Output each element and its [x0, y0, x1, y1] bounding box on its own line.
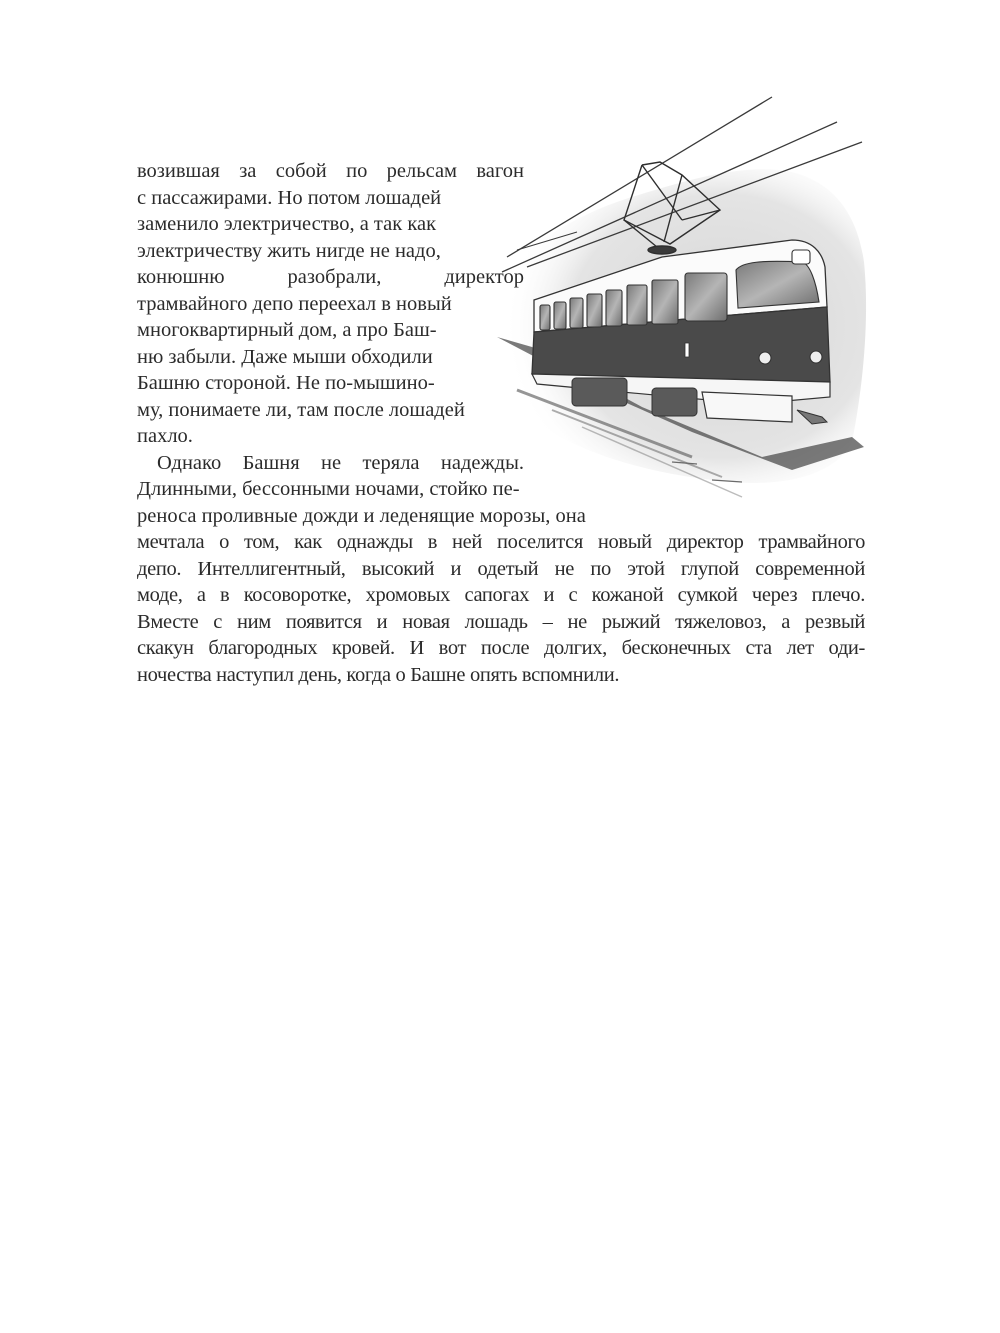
text-line: трамвайного депо переехал в новый — [137, 292, 452, 315]
body-text — [137, 158, 865, 688]
text-line: Однако Башня не теряла надежды. — [157, 451, 524, 474]
text-line: возившая за собой по рельсам вагон — [137, 160, 524, 182]
text-line: Длинными, бессонными ночами, стойко пе- — [137, 478, 520, 500]
text-line: заменило электричество, а так как — [137, 213, 437, 235]
text-line: с пассажирами. Но потом лошадей — [137, 186, 442, 209]
text-line: электричеству жить нигде не надо, — [137, 239, 441, 262]
text-line: Башню стороной. Не по-мышино- — [137, 372, 435, 394]
text-line: ню забыли. Даже мыши обходили — [137, 345, 433, 368]
text-line: Вместе с ним появится и новая лошадь – не рыжий тяжеловоз, а резвый — [137, 610, 865, 633]
text-line: пахло. — [137, 425, 193, 447]
text-line: скакун благородных кровей. И вот после долгих, бесконечных ста лет оди- — [137, 637, 865, 659]
paragraph — [137, 158, 865, 450]
text-line: мечтала о том, как однажды в ней поселится новый директор трамвайного — [137, 531, 865, 553]
text-line: конюшню разобрали, директор — [137, 266, 524, 288]
text-line: ночества наступил день, когда о Башне опять вспомнили. — [137, 663, 620, 686]
text-line: моде, а в косоворотке, хромовых сапогах и с кожаной сумкой через плечо. — [137, 584, 865, 606]
text-line: депо. Интеллигентный, высокий и одетый не по этой глупой современной — [137, 557, 865, 580]
text-line: реноса проливные дожди и леденящие морозы, она — [137, 504, 586, 527]
paragraph — [137, 450, 865, 689]
text-line: многоквартирный дом, а про Баш- — [137, 319, 437, 341]
text-line: му, понимаете ли, там после лошадей — [137, 398, 465, 421]
